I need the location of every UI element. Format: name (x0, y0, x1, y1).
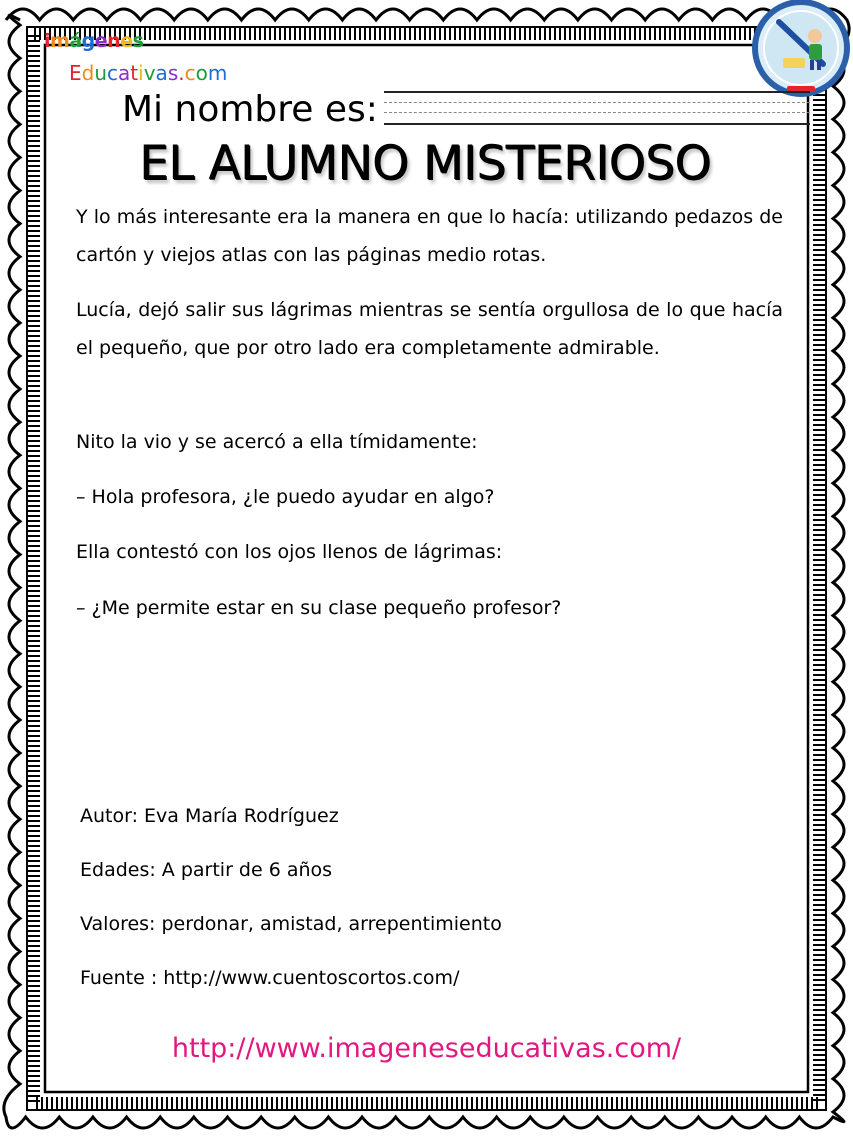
page-title: EL ALUMNO MISTERIOSO (139, 136, 711, 191)
logo-letter: a (155, 61, 168, 85)
logo-letter: v (143, 61, 156, 85)
name-writing-lines[interactable] (384, 88, 810, 128)
name-label: Mi nombre es: (122, 89, 378, 130)
logo-letter: d (81, 61, 95, 85)
logo-letter: t (130, 61, 139, 85)
credit-source: Fuente : http://www.cuentoscortos.com/ (80, 967, 460, 989)
story-paragraph-5: Ella contestó con los ojos llenos de lágrimas: (76, 541, 503, 563)
logo-letter: E (69, 61, 82, 85)
name-row (122, 88, 812, 134)
site-badge-icon (749, 0, 853, 100)
logo-letter: s (167, 61, 179, 85)
story-paragraph-6: – ¿Me permite estar en su clase pequeño profesor? (76, 597, 562, 619)
logo-letter: g (81, 30, 95, 52)
logo-letter: m (50, 30, 70, 52)
credit-author: Autor: Eva María Rodríguez (80, 805, 339, 827)
logo-letter: s (132, 30, 144, 52)
logo-letter: c (107, 61, 119, 85)
logo-letter: . (178, 61, 185, 85)
logo-word-educativas (69, 61, 227, 85)
logo-letter: a (118, 61, 131, 85)
credit-values: Valores: perdonar, amistad, arrepentimiento (80, 913, 502, 935)
story-paragraph-2: Lucía, dejó salir sus lágrimas mientras se sentía orgullosa de lo que hacía el pequeño, que por otro lado era completamente admirable. (76, 299, 783, 359)
logo-letter: e (94, 30, 108, 52)
logo-letter: c (184, 61, 196, 85)
logo-letter: e (120, 30, 133, 52)
logo-letter: o (195, 61, 208, 85)
footer-url-link[interactable]: http://www.imageneseducativas.com/ (171, 1033, 682, 1064)
logo-letter: i (44, 30, 51, 52)
logo-letter: u (94, 61, 108, 85)
credit-ages: Edades: A partir de 6 años (80, 859, 333, 881)
logo-letter: n (107, 30, 121, 52)
logo-letter: m (207, 61, 228, 85)
logo-letter: á (69, 30, 82, 52)
logo-letter: i (138, 61, 144, 85)
story-paragraph-4: – Hola profesora, ¿le puedo ayudar en algo? (76, 486, 495, 508)
logo-word-imagenes (44, 30, 143, 52)
story-paragraph-3: Nito la vio y se acercó a ella tímidamente: (76, 431, 478, 453)
story-paragraph-1: Y lo más interesante era la manera en que lo hacía: utilizando pedazos de cartón y viejos atlas con las páginas medio rotas. (76, 206, 783, 266)
